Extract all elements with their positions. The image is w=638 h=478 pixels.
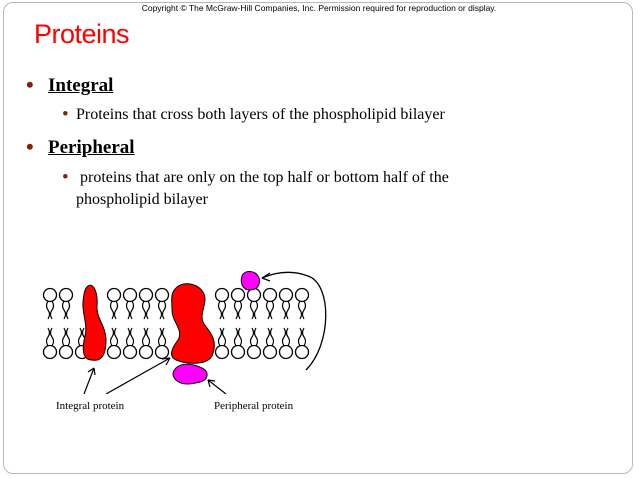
integral-large-arrow bbox=[106, 358, 170, 394]
bullet-peripheral-detail bbox=[62, 167, 449, 189]
bullet-dot-icon: • bbox=[62, 167, 69, 188]
integral-protein-large bbox=[172, 284, 215, 364]
copyright-notice: Copyright © The McGraw-Hill Companies, Inc. Permission required for reproduction or display. bbox=[141, 3, 497, 13]
bullet-integral bbox=[26, 72, 113, 98]
peripheral-heading: Peripheral bbox=[48, 137, 135, 158]
peripheral-label-arrow bbox=[208, 380, 226, 394]
peripheral-protein-label: Peripheral protein bbox=[214, 400, 294, 412]
peripheral-protein-top bbox=[241, 272, 259, 291]
slide-title: Proteins bbox=[34, 19, 130, 49]
integral-detail: Proteins that cross both layers of the phospholipid bilayer bbox=[76, 106, 445, 123]
integral-heading: Integral bbox=[48, 75, 114, 96]
bullet-dot-icon: • bbox=[26, 134, 34, 159]
peripheral-detail-line2: phospholipid bilayer bbox=[76, 191, 208, 208]
integral-protein-label: Integral protein bbox=[56, 400, 125, 412]
bullet-peripheral-detail-cont bbox=[76, 191, 208, 209]
peripheral-protein-bottom bbox=[173, 364, 207, 384]
membrane-diagram bbox=[36, 264, 336, 394]
bullet-dot-icon: • bbox=[26, 72, 34, 97]
peripheral-detail-line1: proteins that are only on the top half or bottom half of the bbox=[76, 169, 449, 186]
integral-protein-small bbox=[83, 285, 106, 360]
bullet-integral-detail bbox=[62, 104, 445, 126]
bullet-dot-icon: • bbox=[62, 104, 69, 125]
bullet-peripheral bbox=[26, 134, 135, 160]
